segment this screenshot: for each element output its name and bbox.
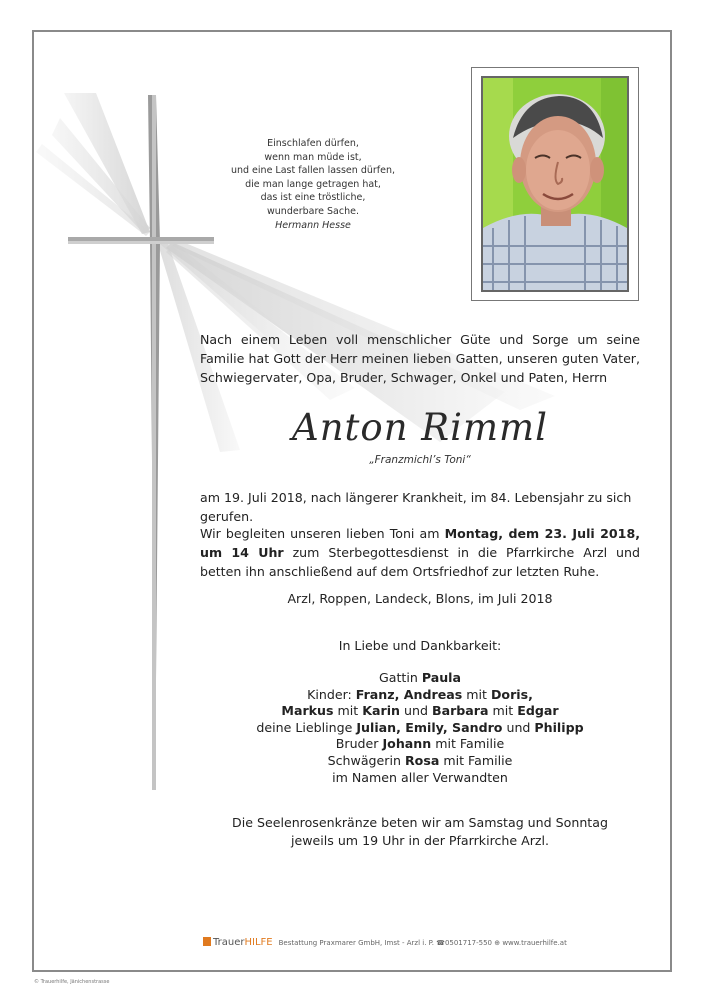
brand-name-part: Trauer xyxy=(213,937,245,948)
mourner-text: und xyxy=(502,719,535,735)
poem-line: wunderbare Sache. xyxy=(267,205,359,217)
rosary-line: Die Seelenrosenkränze beten wir am Samstag und Sonntag xyxy=(232,815,608,830)
mourner-text: mit Familie xyxy=(431,736,505,752)
mourner-name: Paula xyxy=(421,670,461,685)
footer-contact: Bestattung Praxmarer GmbH, Imst - Arzl i. P. ☎0501717-550 ⊕ www.trauerhilfe.at xyxy=(278,939,567,947)
mourner-text: Kinder: xyxy=(307,686,356,702)
mourner-row xyxy=(200,687,640,704)
mourner-name: Doris, xyxy=(490,686,533,702)
mourner-row xyxy=(200,770,640,787)
mourner-name: Barbara xyxy=(431,703,489,719)
copyright-note: © Trauerhilfe, Jänichenstrasse xyxy=(34,979,110,985)
rosary-line: jeweils um 19 Uhr in der Pfarrkirche Arzl. xyxy=(290,833,550,848)
death-notice: am 19. Juli 2018, nach längerer Krankheit, im 84. Lebensjahr zu sich gerufen. xyxy=(200,490,632,524)
mourner-text: Bruder xyxy=(335,736,383,752)
trauerhilfe-logo-icon xyxy=(203,937,211,946)
mourner-name: Karin xyxy=(362,703,400,719)
mourner-row xyxy=(200,753,640,770)
rosary-notice xyxy=(200,814,640,850)
portrait-frame xyxy=(471,67,639,301)
mourner-row xyxy=(200,720,640,737)
poem-line: und eine Last fallen lassen dürfen, xyxy=(230,165,396,177)
mourner-row xyxy=(200,670,640,687)
mourner-name: Julian, Emily, Sandro xyxy=(356,719,503,735)
mourner-text: Gattin xyxy=(378,670,422,685)
thanks-line: In Liebe und Dankbarkeit: xyxy=(338,638,502,653)
mourner-text: und xyxy=(400,703,432,719)
poem-line: Einschlafen dürfen, xyxy=(267,138,359,149)
mourner-text: deine Lieblinge xyxy=(256,719,357,735)
brand-name-part: HILFE xyxy=(244,937,273,948)
footer xyxy=(203,937,643,948)
place-and-date: Arzl, Roppen, Landeck, Blons, im Juli 2018 xyxy=(287,591,553,606)
funeral-text xyxy=(200,524,640,581)
mourner-text: mit Familie xyxy=(439,752,513,768)
mourner-row xyxy=(200,736,640,753)
mourner-name: Philipp xyxy=(534,719,584,735)
intro-text: Nach einem Leben voll menschlicher Güte und Sorge um seine Familie hat Gott der Herr meinen lieben Gatten, unseren guten Vater, Schwiegervater, Opa, Bruder, Schwager, Onkel und Paten, Herrn xyxy=(200,332,640,385)
funeral-date: Montag, dem 23. Juli 2018, um 14 Uhr xyxy=(200,526,640,560)
mourner-text: im Namen aller Verwandten xyxy=(332,769,508,785)
poem-line: das ist eine tröstliche, xyxy=(260,192,366,204)
funeral-text-end: zum Sterbegottesdienst in die Pfarrkirche Arzl und betten ihn anschließend auf dem Ortsfriedhof zur letzten Ruhe. xyxy=(200,545,640,579)
poem xyxy=(228,137,398,232)
poem-line: die man lange getragen hat, xyxy=(245,178,381,190)
poem-line: wenn man müde ist, xyxy=(264,151,362,163)
mourner-name: Edgar xyxy=(517,703,559,719)
mourner-name: Johann xyxy=(382,736,432,752)
portrait-photo xyxy=(481,76,629,292)
mourner-name: Markus xyxy=(281,703,334,719)
deceased-nickname: „Franzmichl’s Toni“ xyxy=(369,454,471,466)
deceased-name: Anton Rimml xyxy=(292,406,548,449)
mourner-name: Franz, Andreas xyxy=(355,686,463,702)
mourner-text: mit xyxy=(462,686,491,702)
mourner-name: Rosa xyxy=(404,752,440,768)
mourners-list xyxy=(200,670,640,786)
poem-author: Hermann Hesse xyxy=(275,219,351,231)
mourner-text: Schwägerin xyxy=(327,752,405,768)
portrait-image xyxy=(483,78,627,290)
funeral-text-start: Wir begleiten unseren lieben Toni am xyxy=(200,526,445,541)
mourner-row xyxy=(200,703,640,720)
mourner-text: mit xyxy=(488,703,518,719)
mourner-text: mit xyxy=(333,703,363,719)
